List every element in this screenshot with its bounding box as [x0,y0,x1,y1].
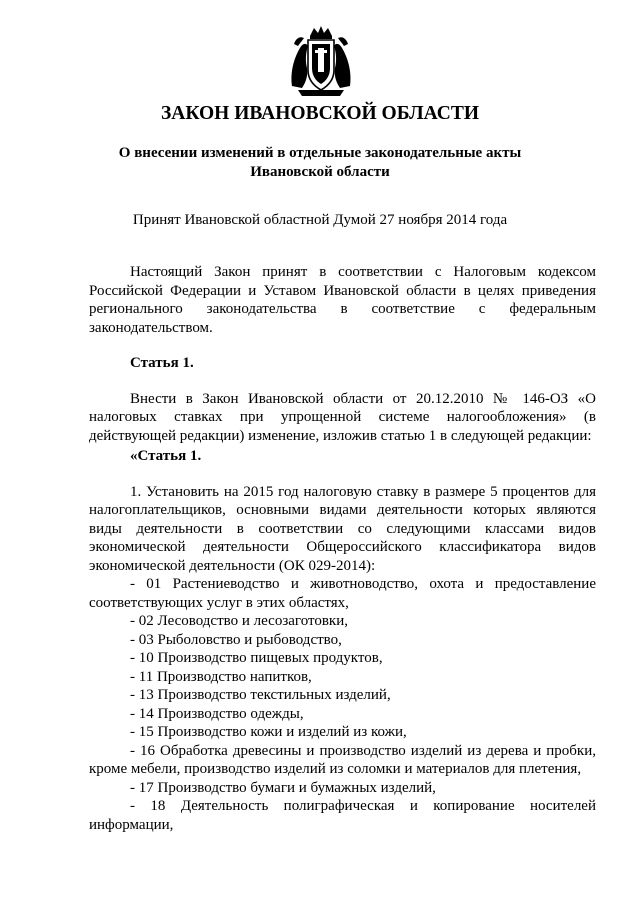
list-item: - 15 Производство кожи и изделий из кожи, [130,724,407,740]
list-item: - 01 Растениеводство и животноводство, охота и предоставление соответствующих услуг в этих областях, [89,576,596,611]
list-item: - 14 Производство одежды, [130,705,304,722]
list-item: - 11 Производство напитков, [130,668,312,685]
list-item: - 02 Лесоводство и лесозаготовки, [130,613,348,629]
subtitle-line-1: О внесении изменений в отдельные законодательные акты [118,145,522,161]
document-body [89,263,596,834]
list-item: - 17 Производство бумаги и бумажных изделий, [130,779,436,796]
article-1-paragraph: Внести в Закон Ивановской области от 20.12.2010 № 146-ОЗ «О налоговых ставках при упрощенной системе налогообложения» (в действующей редакции) изменение, изложив статью 1 в следующей редакции: [89,390,596,444]
point-1-paragraph: 1. Установить на 2015 год налоговую ставку в размере 5 процентов для налогоплательщиков, основными видами деятельности которых являются виды деятельности в соответствии со следующими классами видов экономической деятельности Общероссийского классификатора видов экономической деятельности (ОК 029-2014): [89,483,596,574]
subtitle-line-2: Ивановской области [250,164,390,180]
list-item: - 13 Производство текстильных изделий, [130,687,391,703]
intro-paragraph: Настоящий Закон принят в соответствии с Налоговым кодексом Российской Федерации и Уставом Ивановской области в целях приведения регионального законодательства в соответствие с федеральным законодательством. [89,264,596,336]
document-title: ЗАКОН ИВАНОВСКОЙ ОБЛАСТИ [160,103,480,124]
list-item: - 03 Рыболовство и рыбоводство, [130,631,342,648]
list-item: - 10 Производство пищевых продуктов, [130,650,383,666]
article-1-heading: Статья 1. [130,355,194,371]
coat-of-arms-emblem [288,24,354,98]
list-item: - 16 Обработка древесины и производство изделий из дерева и пробки, кроме мебели, производство изделий из соломки и материалов для плетения, [89,742,596,777]
document-subtitle [0,144,640,182]
adoption-date-line: Принят Ивановской областной Думой 27 ноября 2014 года [132,212,508,228]
quoted-article-heading: «Статья 1. [130,448,202,464]
list-item: - 18 Деятельность полиграфическая и копирование носителей информации, [89,798,596,833]
